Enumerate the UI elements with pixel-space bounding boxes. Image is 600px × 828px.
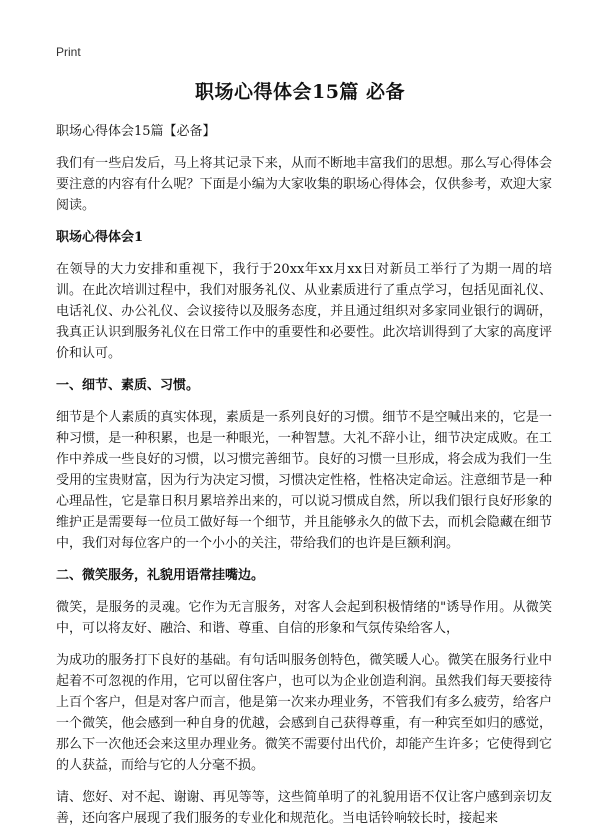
paragraph-1: 在领导的大力安排和重视下，我行于20xx年xx月xx日对新员工举行了为期一周的培训。在此次培训过程中，我们对服务礼仪、从业素质进行了重点学习，包括见面礼仪、电话礼仪、办公礼仪、会议接待以及服务态度，并且通过组织对多家同业银行的调研，我真正认识到服务礼仪在日常工作中的重要性和必要性。此次培训得到了大家的高度评价和认可。 <box>56 262 552 361</box>
paragraph-5: 请、您好、对不起、谢谢、再见等等，这些简单明了的礼貌用语不仅让客户感到亲切友善，还向客户展现了我们服务的专业化和规范化。当电话铃响较长时，接起来 <box>56 790 552 826</box>
article-body <box>56 121 552 828</box>
paragraph-3: 微笑，是服务的灵魂。它作为无言服务，对客人会起到积极情绪的"诱导作用。从微笑中，可以将友好、融洽、和谐、尊重、自信的形象和气氛传染给客人， <box>56 600 552 636</box>
article-subtitle: 职场心得体会15篇【必备】 <box>56 124 216 139</box>
section-heading: 职场心得体会1 <box>56 230 144 245</box>
subheading-1: 一、细节、素质、习惯。 <box>56 378 200 393</box>
paragraph-4: 为成功的服务打下良好的基础。有句话叫服务创特色，微笑暖人心。微笑在服务行业中起着不可忽视的作用，它可以留住客户，也可以为企业创造利润。虽然我们每天要接待上百个客户，但是对客户而言，他是第一次来办理业务，不管我们有多么疲劳，给客户一个微笑，他会感到一种自身的优越，会感到自己获得尊重，有一种宾至如归的感觉，那么下一次他还会来这里办理业务。微笑不需要付出代价，却能产生许多；它使得到它的人获益，而给与它的人分毫不损。 <box>56 653 552 773</box>
print-link[interactable]: Print <box>56 45 81 59</box>
intro-paragraph: 我们有一些启发后，马上将其记录下来，从而不断地丰富我们的思想。那么写心得体会要注意的内容有什么呢？下面是小编为大家收集的职场心得体会，仅供参考，欢迎大家阅读。 <box>56 156 552 213</box>
page-title: 职场心得体会15篇 必备 <box>194 81 406 103</box>
paragraph-2: 细节是个人素质的真实体现，素质是一系列良好的习惯。细节不是空喊出来的，它是一种习惯，是一种积累，也是一种眼光，一种智慧。大礼不辞小让，细节决定成败。在工作中养成一些良好的习惯，以习惯完善细节。良好的习惯一旦形成，将会成为我们一生受用的宝贵财富，因为行为决定习惯，习惯决定性格，性格决定命运。注意细节是一种心理品性，它是靠日积月累培养出来的，可以说习惯成自然，所以我们银行良好形象的维护正是需要每一位员工做好每一个细节，并且能够永久的做下去，而机会隐藏在细节中，我们对每位客户的一个小小的关注，带给我们的也许是巨额利润。 <box>56 410 552 551</box>
subheading-2: 二、微笑服务，礼貌用语常挂嘴边。 <box>56 568 265 583</box>
